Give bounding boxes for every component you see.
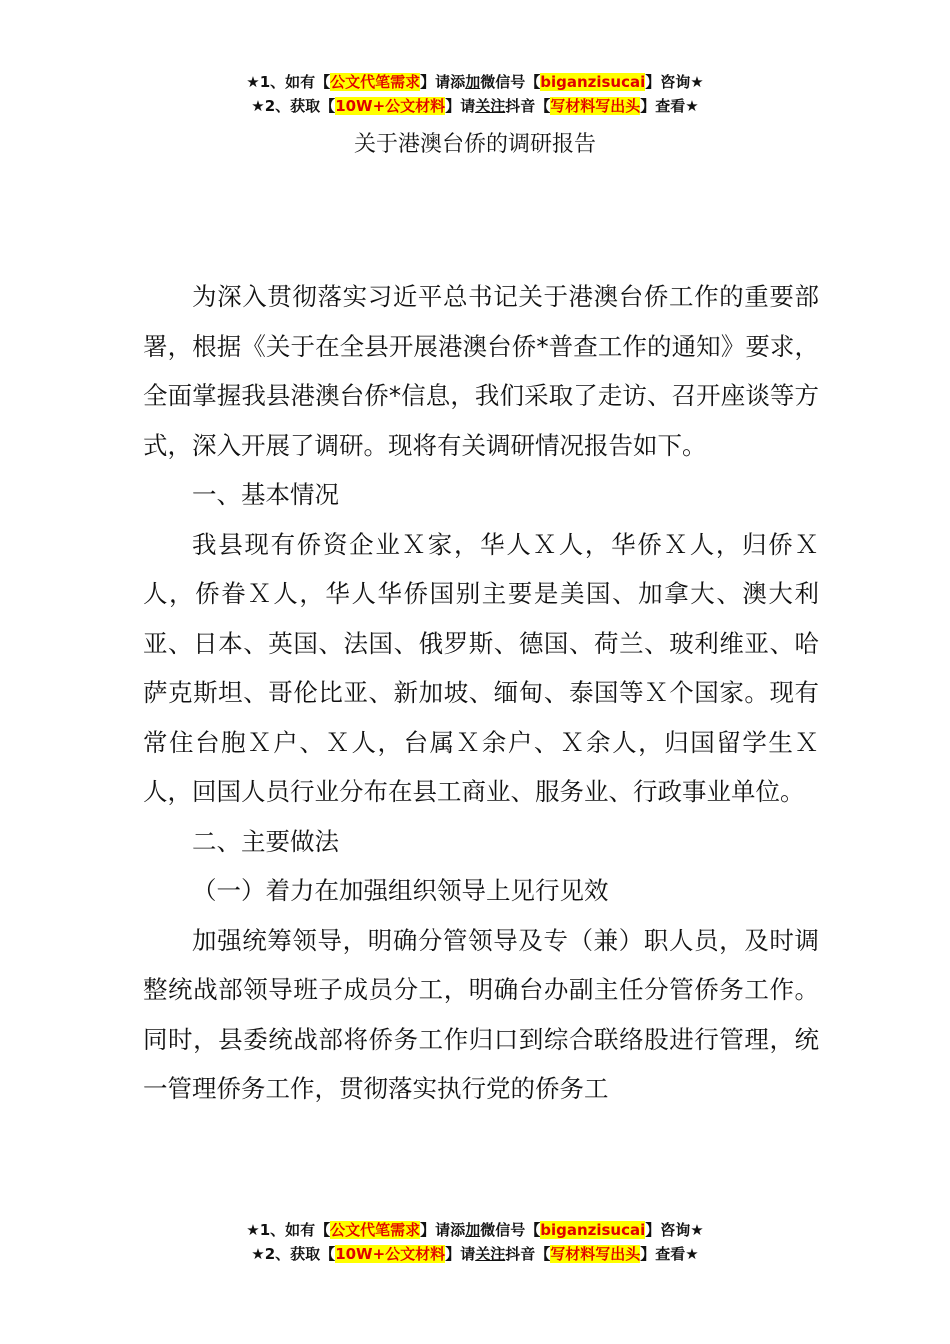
footer-highlight-douyin: 写材料写出头: [550, 1245, 641, 1263]
header-line-1-text-a: ★1、如有【: [246, 73, 331, 91]
footer-line-2-text-d: 】查看★: [640, 1245, 699, 1263]
footer-line-1-text-a: ★1、如有【: [246, 1221, 331, 1239]
footer-banner: [0, 1218, 950, 1266]
header-line-1-text-c: 微信号【: [480, 73, 541, 91]
header-highlight-douyin: 写材料写出头: [550, 97, 641, 115]
document-body: [143, 272, 819, 1114]
footer-highlight-materials: 10W+公文材料: [335, 1245, 446, 1263]
basic-situation-paragraph: 我县现有侨资企业Ｘ家，华人Ｘ人，华侨Ｘ人，归侨Ｘ人，侨眷Ｘ人，华人华侨国别主要是美国、加拿大、澳大利亚、日本、英国、法国、俄罗斯、德国、荷兰、玻利维亚、哈萨克斯坦、哥伦比亚、新加坡、缅甸、泰国等Ｘ个国家。现有常住台胞Ｘ户、Ｘ人，台属Ｘ余户、Ｘ余人，归国留学生Ｘ人，回国人员行业分布在县工商业、服务业、行政事业单位。: [143, 529, 819, 806]
header-line-1: [0, 70, 950, 94]
organization-leadership-paragraph: 加强统筹领导，明确分管领导及专（兼）职人员，及时调整统战部领导班子成员分工，明确台办副主任分管侨务工作。同时，县委统战部将侨务工作归口到综合联络股进行管理，统一管理侨务工作，贯彻落实执行党的侨务工: [143, 925, 819, 1103]
footer-highlight-wechat-id: biganzisucai: [540, 1221, 646, 1239]
footer-line-1-text-d: 】咨询★: [645, 1221, 704, 1239]
footer-line-2: [0, 1242, 950, 1266]
subheading-organization-leadership: （一）着力在加强组织领导上见行见效: [192, 876, 609, 905]
header-highlight-wechat-id: biganzisucai: [540, 73, 646, 91]
footer-underlined-follow: 关注: [475, 1245, 506, 1263]
footer-line-2-text-b: 】请: [445, 1245, 476, 1263]
footer-line-1-text-b: 】请添: [420, 1221, 466, 1239]
footer-line-1: [0, 1218, 950, 1242]
header-highlight-materials: 10W+公文材料: [335, 97, 446, 115]
header-line-2-text-c: 抖音【: [505, 97, 551, 115]
footer-line-1-text-c: 微信号【: [480, 1221, 541, 1239]
header-line-1-text-d: 】咨询★: [645, 73, 704, 91]
intro-paragraph: 为深入贯彻落实习近平总书记关于港澳台侨工作的重要部署，根据《关于在全县开展港澳台侨*普查工作的通知》要求，全面掌握我县港澳台侨*信息，我们采取了走访、召开座谈等方式，深入开展了调研。现将有关调研情况报告如下。: [143, 282, 819, 460]
header-line-1-text-b: 】请添: [420, 73, 466, 91]
header-underlined-follow: 关注: [475, 97, 506, 115]
section-heading-main-practices: 二、主要做法: [192, 826, 339, 856]
header-highlight-ghostwriting: 公文代笔需求: [330, 73, 421, 91]
footer-highlight-ghostwriting: 公文代笔需求: [330, 1221, 421, 1239]
header-banner: [0, 70, 950, 118]
header-line-2-text-b: 】请: [445, 97, 476, 115]
footer-line-2-text-c: 抖音【: [505, 1245, 551, 1263]
header-line-2: [0, 94, 950, 118]
footer-line-2-text-a: ★2、获取【: [251, 1245, 336, 1263]
header-line-2-text-a: ★2、获取【: [251, 97, 336, 115]
header-underlined-add: 加: [465, 73, 481, 91]
document-title: 关于港澳台侨的调研报告: [353, 132, 596, 157]
footer-underlined-add: 加: [465, 1221, 481, 1239]
section-heading-basic-situation: 一、基本情况: [192, 480, 339, 509]
header-line-2-text-d: 】查看★: [640, 97, 699, 115]
